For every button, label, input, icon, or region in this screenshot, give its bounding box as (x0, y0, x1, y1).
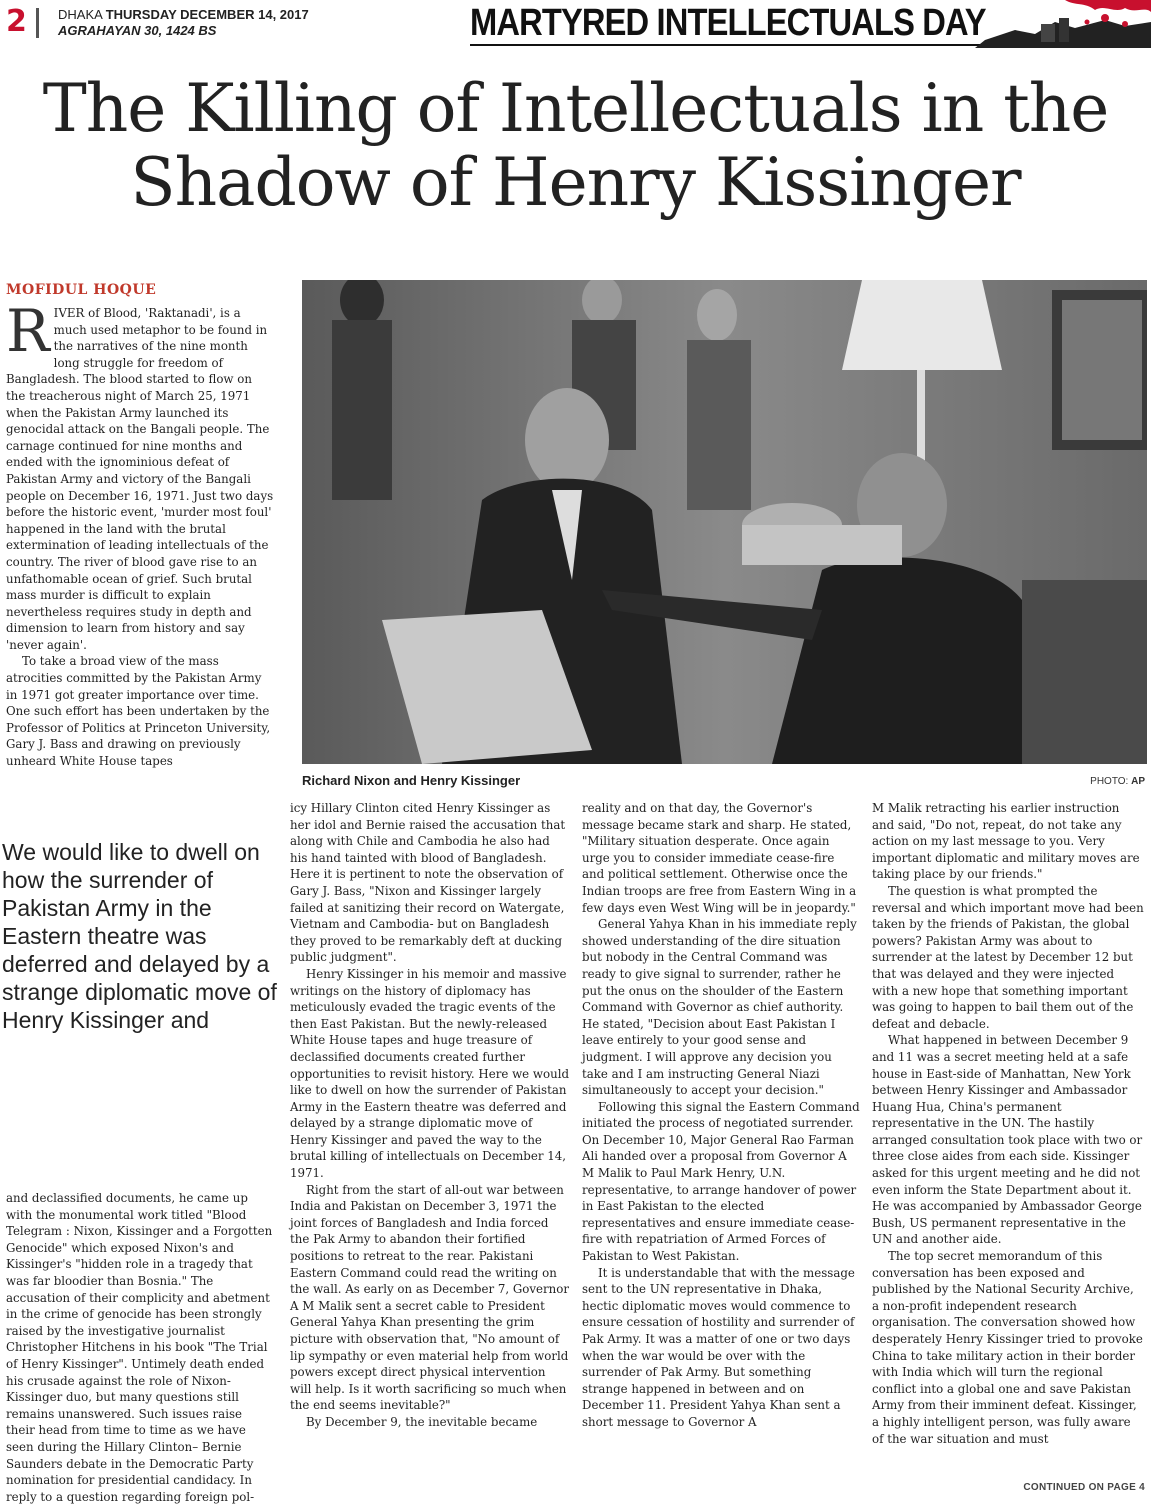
dateline-bengali-date: AGRAHAYAN 30, 1424 BS (58, 23, 217, 38)
headline (0, 72, 1151, 220)
photo-nixon-kissinger (302, 280, 1147, 764)
paragraph: Following this signal the Eastern Command initiated the process of negotiated surrender. On December 10, Major General Rao Farman Ali handed over a proposal from Governor A M Malik to Paul Mark Henry, U.N. representative, to arrange handover of power in East Pakistan to the elected representatives and ensure immediate cease-fire with repatriation of Armed Forces of Pakistan to West Pakistan. (582, 1099, 860, 1264)
photo-caption: Richard Nixon and Henry Kissinger (302, 773, 521, 788)
page-number: 2 (6, 4, 27, 39)
headline-line-2: Shadow of Henry Kissinger (130, 143, 1021, 221)
photo-illustration (302, 280, 1147, 764)
column-4 (872, 800, 1144, 1447)
paragraph: The question is what prompted the reversal and which important move had been taken by the friends of Pakistan, the global powers? Pakistan Army was about to surrender at the latest by December 12 but that was delayed and they were injected with a new hope that something important was going to happen to bail them out of the defeat and debacle. (872, 883, 1144, 1031)
paragraph: It is understandable that with the message sent to the UN representative in Dhaka, hectic diplomatic moves would commence to ensure cessation of hostility and surrender of Pak Army. It was a matter of one or two days when the war would be over with the surrender of Pak Army. But something strange happened in between and on December 11. President Yahya Khan sent a short message to Governor A (582, 1265, 855, 1429)
blood-splash-illustration (975, 0, 1151, 48)
drop-cap: R (6, 297, 50, 365)
column-1-upper (6, 297, 274, 770)
byline: MOFIDUL HOQUE (6, 282, 157, 298)
paragraph: The top secret memorandum of this conversation has been exposed and published by the National Security Archive, a non-profit independent research organisation. The conversation showed how desperately Henry Kissinger tried to provoke China to take military action in their border with India which will turn the regional conflict into a global one and save Pakistan Army from their imminent defeat. Kissinger, a highly intelligent person, was fully aware of the war situation and must (872, 1249, 1143, 1446)
paragraph: M Malik retracting his earlier instruction and said, "Do not, repeat, do not take any action on my last message to you. Very important diplomatic and military moves are taking place by our friends." (872, 801, 1140, 882)
paragraph: Henry Kissinger in his memoir and massive writings on the history of diplomacy has meticulously evaded the tragic events of the then East Pakistan. But the newly-released White House tapes and huge treasure of declassified documents created further opportunities to revisit history. Here we would like to dwell on how the surrender of Pakistan Army in the Eastern theatre was deferred and delayed by a strange diplomatic move of Henry Kissinger and paved the way to the brutal killing of intellectuals on December 14, 1971. (290, 966, 570, 1181)
paragraph: By December 9, the inevitable became (306, 1414, 538, 1429)
paragraph: General Yahya Khan in his immediate reply showed understanding of the dire situation but nobody in the Central Command was ready to give signal to surrender, rather he put the onus on the shoulder of the Eastern Command with Governor as chief authority. He stated, "Decision about East Pakistan I leave entirely to your good sense and judgment. I will approve any decision you take and I am instructing General Niazi simultaneously to accept your decision." (582, 917, 857, 1098)
column-1-lower (6, 1190, 274, 1505)
header-divider (36, 8, 39, 38)
paragraph: and declassified documents, he came up with the monumental work titled "Blood Telegram : Nixon, Kissinger and a Forgotten Genocide" which exposed Nixon's and Kissinger's "hidden role in a tragedy that was far bloodier than Bosnia." The accusation of their complicity and abetment in the crime of genocide has been strongly raised by the investigative journalist Christopher Hitchens in his book "The Trial of Henry Kissinger". Untimely death ended his crusade against the role of Nixon-Kissinger duo, but many questions still remains unanswered. Such issues raise their head from time to time as we have seen during the Hillary Clinton– Bernie Saunders debate in the Democratic Party nomination for presidential candidacy. In reply to a question regarding foreign pol- (6, 1191, 273, 1504)
dateline-city: DHAKA (58, 7, 103, 22)
paragraph: icy Hillary Clinton cited Henry Kissinger as her idol and Bernie raised the accusation that along with Chile and Cambodia he also had his hand tainted with blood of Bangladesh. Here it is pertinent to note the observation of Gary J. Bass, "Nixon and Kissinger largely failed at sanitizing their record on Watergate, Vietnam and Cambodia- but on Bangladesh they proved to be remarkably deft at ducking public judgment". (290, 801, 566, 965)
paragraph: To take a broad view of the mass atrocities committed by the Pakistan Army in 1971 got greater importance over time. One such effort has been undertaken by the Professor of Politics at Princeton University, Gary J. Bass and drawing on previously unheard White House tapes (6, 654, 271, 769)
dateline-date: THURSDAY DECEMBER 14, 2017 (105, 7, 309, 22)
photo-credit: PHOTO: AP (1090, 776, 1145, 787)
paragraph: reality and on that day, the Governor's message became stark and sharp. He stated, "Military situation desperate. Once again urge you to consider immediate cease-fire and political settlement. Otherwise once the Indian troops are free from Eastern Wing in a few days even West Wing will be in jeopardy." (582, 801, 857, 915)
headline-line-1: The Killing of Intellectuals in the (42, 70, 1109, 147)
dateline (58, 7, 309, 39)
pull-quote: We would like to dwell on how the surrender of Pakistan Army in the Eastern theatre was deferred and delayed by a strange diplomatic move of Henry Kissinger and (2, 839, 277, 1033)
column-3 (582, 800, 860, 1431)
paragraph: What happened in between December 9 and 11 was a secret meeting held at a safe house in East-side of Manhattan, New York between Henry Kissinger and Ambassador Huang Hua, China's permanent representative in the UN. The hastily arranged consultation took place with two or three close aides from each side. Kissinger asked for this urgent meeting and he did not even inform the State Department about it. He was accompanied by Ambassador George Bush, US permanent representative in the UN and another aide. (872, 1033, 1143, 1247)
paragraph: Right from the start of all-out war between India and Pakistan on December 3, 1971 the joint forces of Bangladesh and India forced the Pak Army to abandon their fortified positions to retreat to the rear. Pakistani Eastern Command could read the writing on the wall. As early on as December 7, Governor A M Malik sent a secret cable to President General Yahya Khan presenting the grim picture with observation that, "No amount of lip sympathy or even material help from world powers except direct physical intervention will help. Is it worth sacrificing so much when the end seems inevitable?" (290, 1182, 569, 1413)
column-2 (290, 800, 570, 1431)
paragraph: RIVER of Blood, 'Raktanadi', is a much used metaphor to be found in the narratives of the nine month long struggle for freedom of Bangladesh. The blood started to flow on the treacherous night of March 25, 1971 when the Pakistan Army launched its genocidal attack on the Bangali people. The carnage continued for nine months and ended with the ignominious defeat of Pakistan Army and victory of the Bangali people on December 16, 1971. Just two days before the historic event, 'murder most foul' happened in the land with the brutal extermination of leading intellectuals of the country. The river of blood gave rise to an unfathomable ocean of grief. Such brutal mass murder is difficult to explain nevertheless requires study in depth and dimension to learn from history and say 'never again'. (6, 297, 274, 652)
section-title: MARTYRED INTELLECTUALS DAY (470, 2, 986, 44)
continued-on-link[interactable]: CONTINUED ON PAGE 4 (1023, 1482, 1145, 1493)
